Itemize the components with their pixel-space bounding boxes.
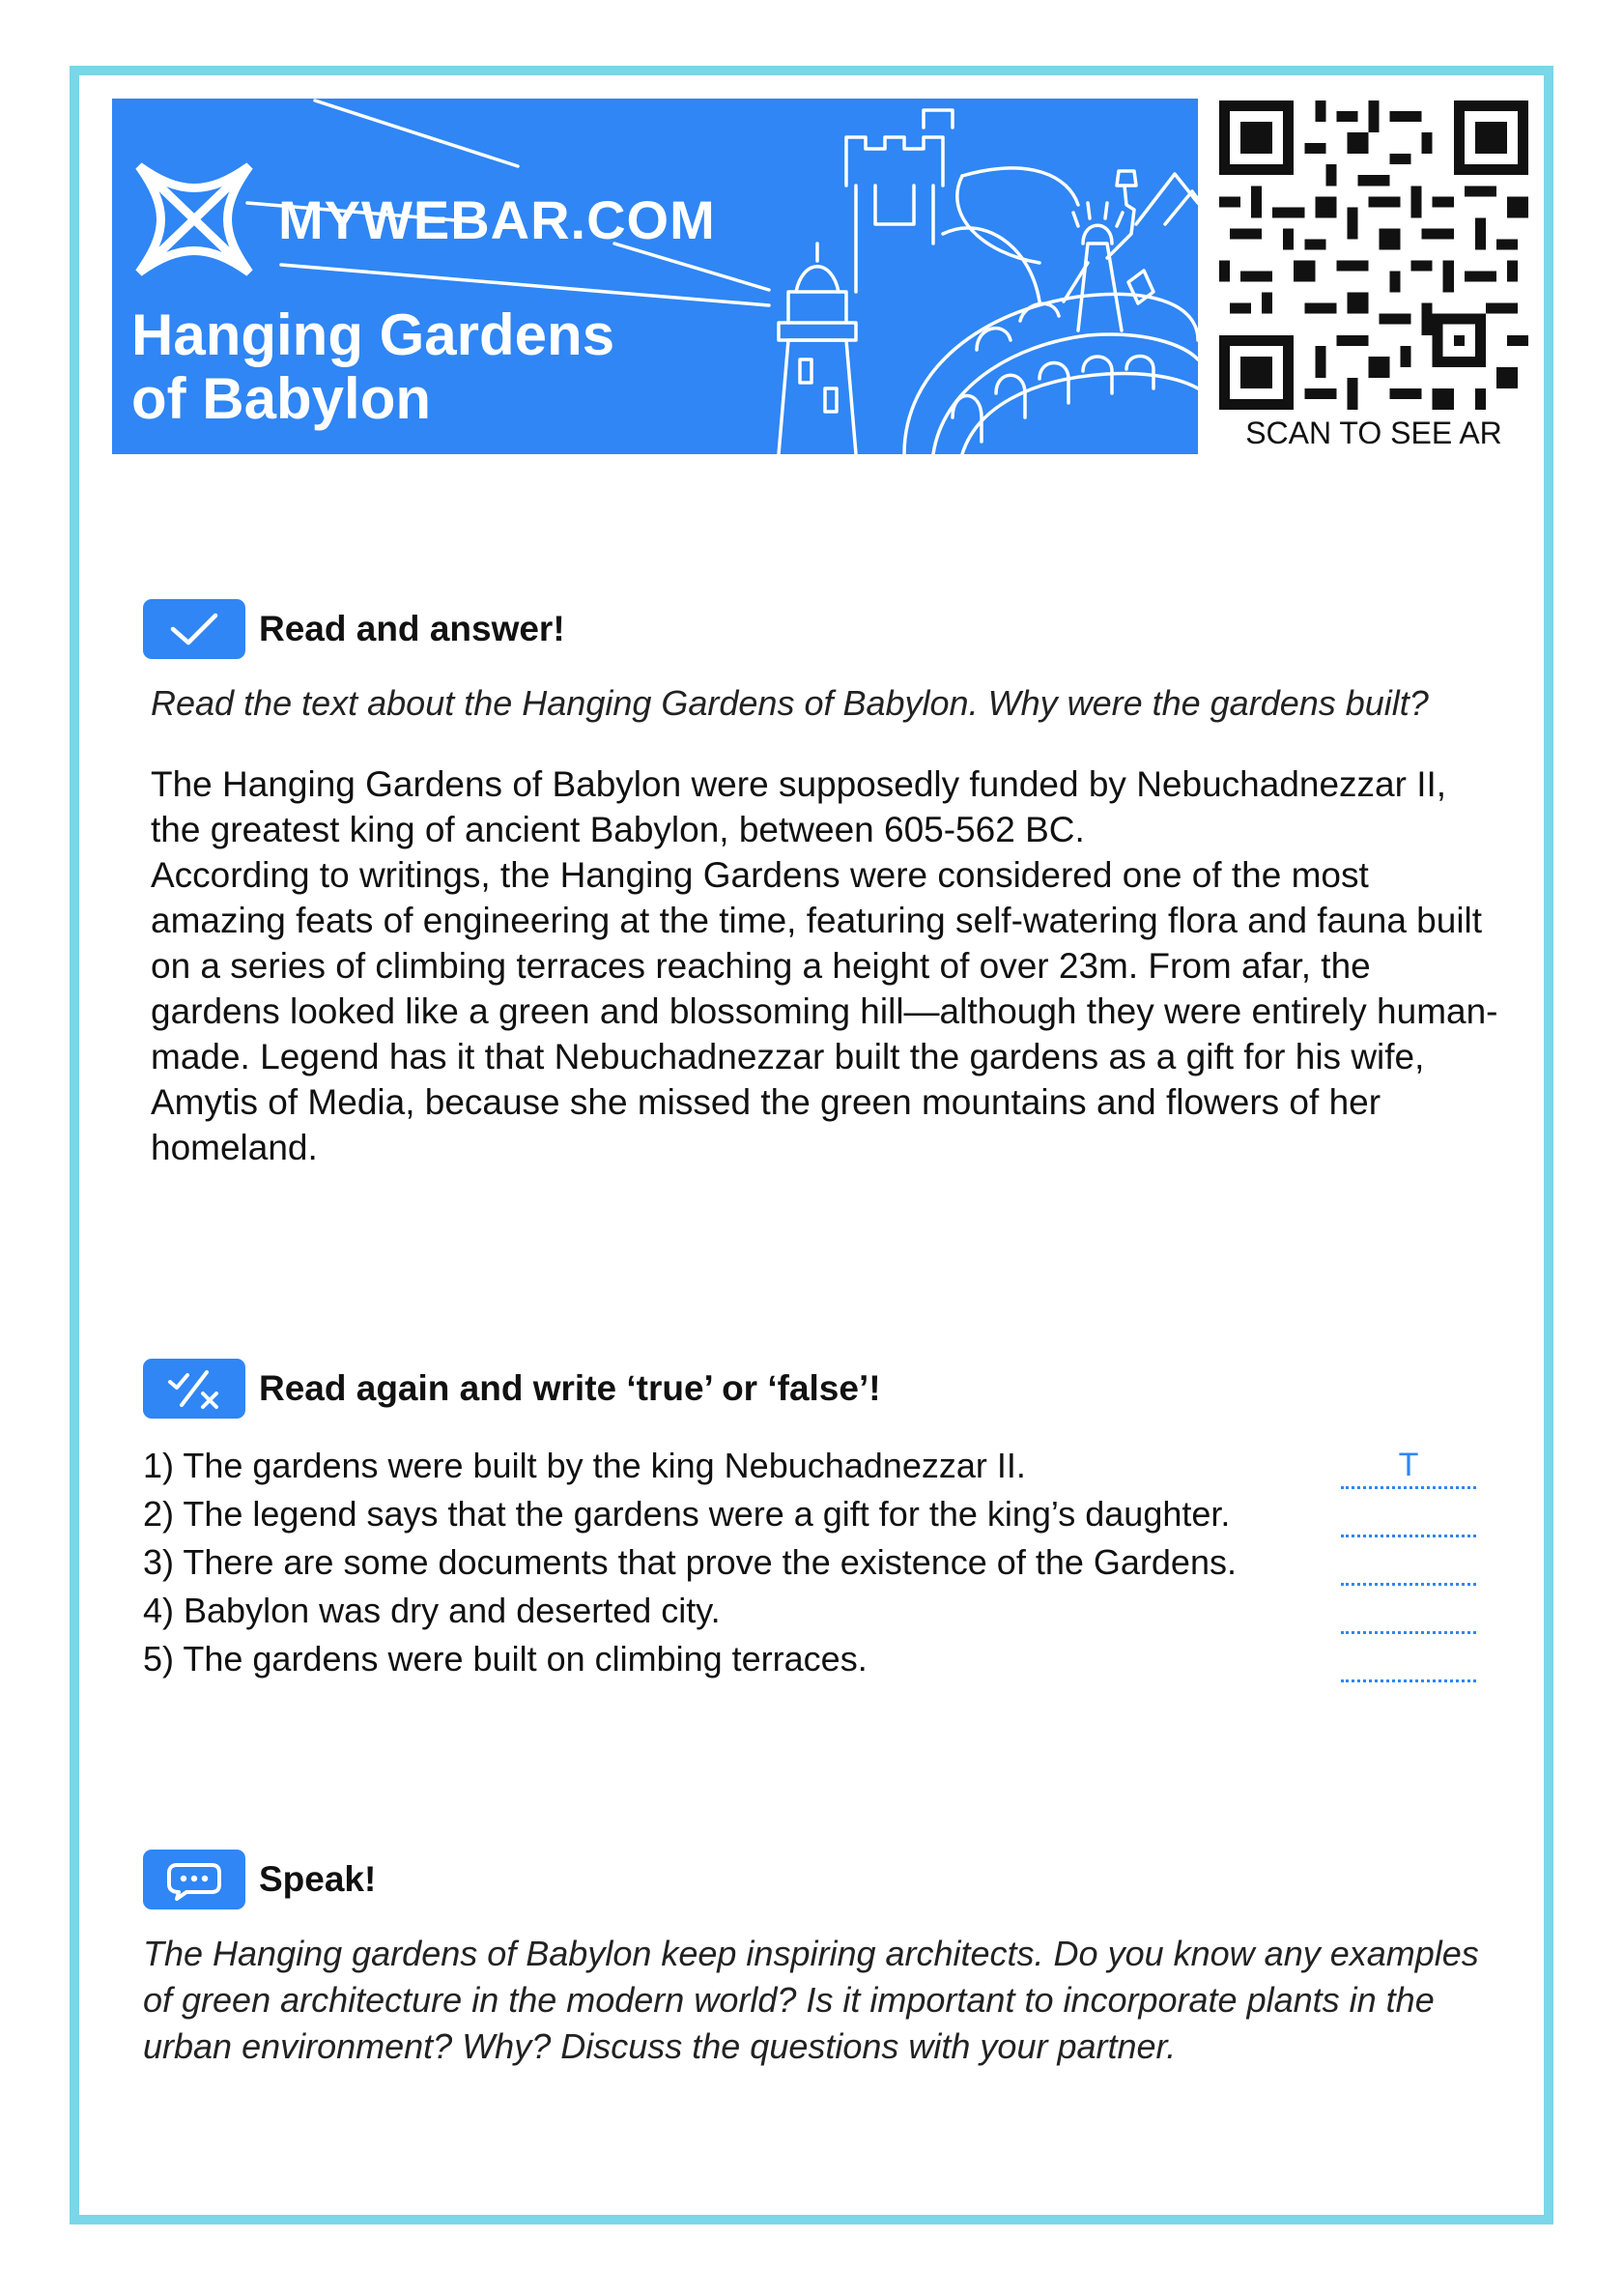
speech-bubble-icon (143, 1850, 245, 1909)
answer-field-1[interactable]: T (1341, 1444, 1476, 1489)
check-cross-icon (143, 1359, 245, 1419)
true-false-list (143, 1442, 1495, 1683)
page-title-line2: of Babylon (131, 366, 431, 431)
list-item (143, 1635, 1495, 1683)
qr-code-icon[interactable] (1219, 100, 1528, 410)
qr-caption: SCAN TO SEE AR (1245, 416, 1502, 450)
article-paragraph-1: The Hanging Gardens of Babylon were supposedly funded by Nebuchadnezzar II, the greatest king of ancient Babylon, between 605-562 BC. (151, 764, 1447, 849)
answer-field-4[interactable] (1341, 1589, 1476, 1634)
list-item (143, 1587, 1495, 1635)
statement-text: 5) The gardens were built on climbing terraces. (143, 1639, 868, 1679)
brand-name: MYWEBAR.COM (278, 189, 716, 250)
checkmark-icon (143, 599, 245, 659)
statement-text: 1) The gardens were built by the king Nebuchadnezzar II. (143, 1446, 1026, 1485)
answer-field-5[interactable] (1341, 1637, 1476, 1682)
speak-header (143, 1850, 376, 1909)
article-paragraph-2: According to writings, the Hanging Gardens were considered one of the most amazing feats of engineering at the time, featuring self-watering flora and fauna built on a series of climbing terraces reaching a height of over 23m. From afar, the gardens looked like a green and blossoming hill—although they were entirely human-made. Legend has it that Nebuchadnezzar built the gardens as a gift for his wife, Amytis of Media, because she missed the green mountains and flowers of her homeland. (151, 855, 1498, 1167)
list-item (143, 1538, 1495, 1587)
answer-field-3[interactable] (1341, 1540, 1476, 1586)
page-title-line1: Hanging Gardens (131, 302, 615, 367)
article-text (151, 761, 1503, 1170)
read-answer-header (143, 599, 565, 659)
true-false-header (143, 1359, 881, 1419)
speak-prompt: The Hanging gardens of Babylon keep inspiring architects. Do you know any examples of green architecture in the modern world? Is it important to incorporate plants in the urban environment? Why? Discuss the questions with your partner. (143, 1934, 1479, 2066)
statement-text: 3) There are some documents that prove the existence of the Gardens. (143, 1542, 1237, 1582)
list-item (143, 1490, 1495, 1538)
page-title (131, 303, 672, 431)
statement-text: 2) The legend says that the gardens were a gift for the king’s daughter. (143, 1494, 1231, 1534)
true-false-title: Read again and write ‘true’ or ‘false’! (259, 1368, 881, 1408)
read-answer-title: Read and answer! (259, 609, 565, 648)
read-answer-instruction: Read the text about the Hanging Gardens of Babylon. Why were the gardens built? (151, 683, 1429, 723)
speak-title: Speak! (259, 1859, 377, 1899)
statement-text: 4) Babylon was dry and deserted city. (143, 1591, 721, 1630)
list-item (143, 1442, 1495, 1490)
header-banner (112, 99, 1198, 454)
answer-field-2[interactable] (1341, 1492, 1476, 1537)
mywebar-logo-icon (131, 157, 257, 282)
